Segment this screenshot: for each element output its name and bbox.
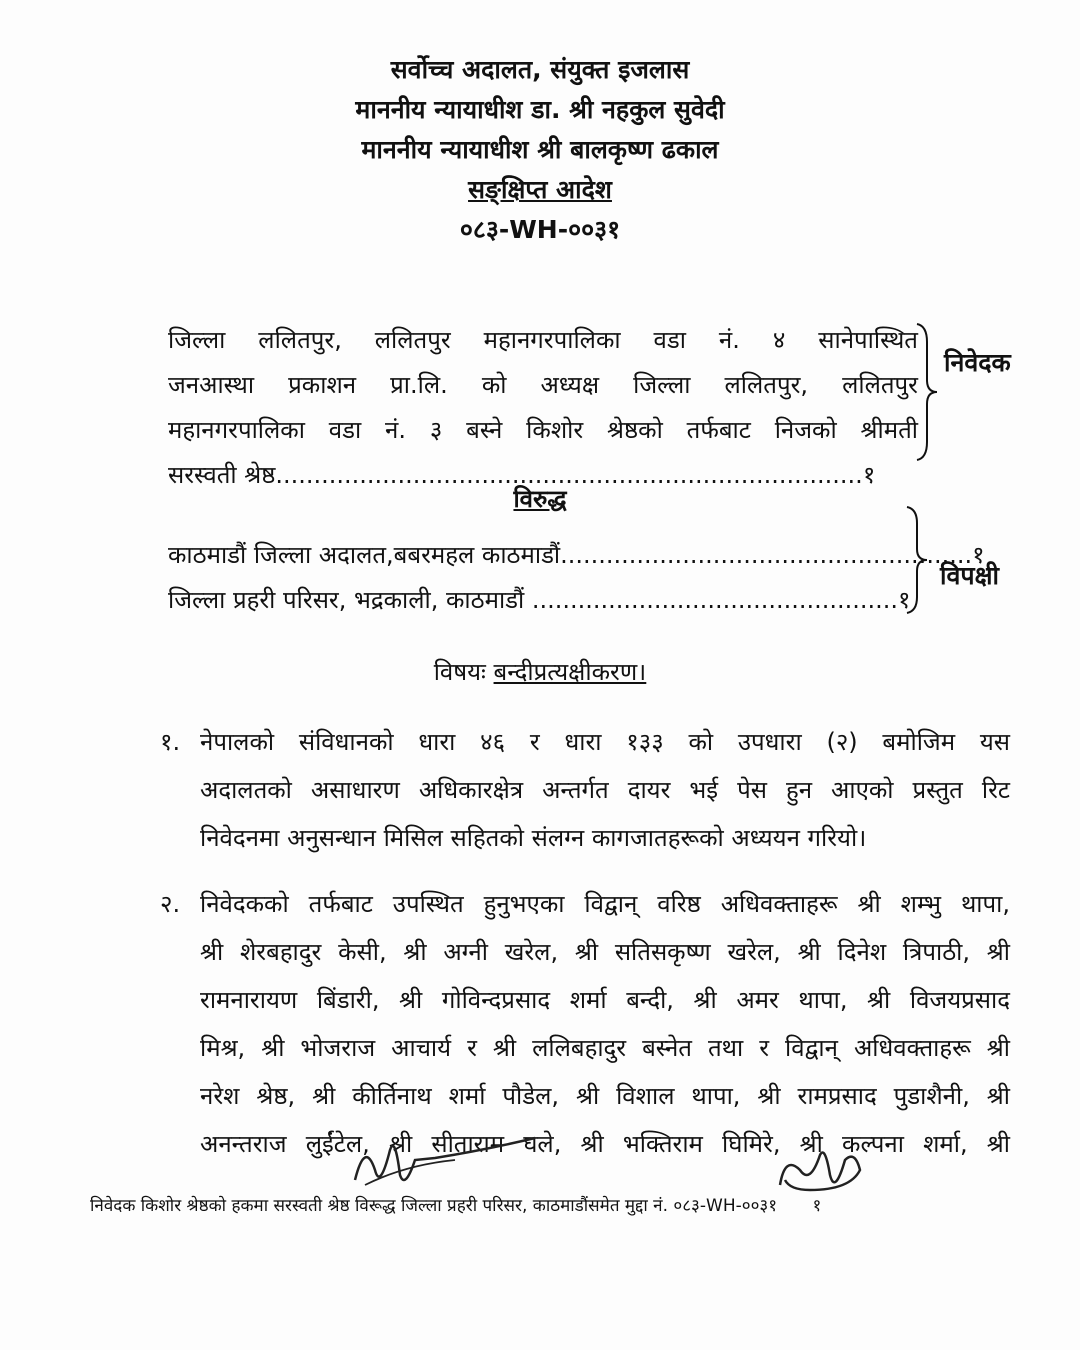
paragraph-line: अदालतको असाधारण अधिकारक्षेत्र अन्तर्गत दायर भई पेस हुन आएको प्रस्तुत रिट [200, 776, 1010, 804]
paragraph-line: निवेदकको तर्फबाट उपस्थित हुनुभएका विद्वान् वरिष्ठ अधिवक्ताहरू श्री शम्भु थापा, [200, 890, 1010, 918]
document-header [0, 50, 1080, 250]
signature-1 [345, 1130, 545, 1200]
paragraph-line: मिश्र, श्री भोजराज आचार्य र श्री ललिबहादुर बस्नेत तथा र विद्वान् अधिवक्ताहरू श्री [200, 1034, 1010, 1062]
page-footer [90, 1193, 1050, 1216]
respondent-line: जिल्ला प्रहरी परिसर, भद्रकाली, काठमाडौं ................................................१ [168, 586, 911, 614]
paragraph-2-number: २. [160, 890, 181, 918]
respondent-role: विपक्षी [940, 561, 999, 590]
paragraph-line: श्री शेरबहादुर केसी, श्री अग्नी खरेल, श्री सतिसकृष्ण खरेल, श्री दिनेश त्रिपाठी, श्री [200, 938, 1010, 966]
paragraph-line: नेपालको संविधानको धारा ४६ र धारा १३३ को उपधारा (२) बमोजिम यस [200, 728, 1010, 756]
petitioner-count: १ [862, 461, 876, 489]
paragraph-2 [200, 880, 1010, 1168]
order-title: सङ्क्षिप्त आदेश [468, 175, 612, 204]
petitioner-role: निवेदक [944, 348, 1011, 377]
petitioner-block [168, 318, 918, 498]
case-number: ०८३-WH-००३१ [459, 215, 621, 244]
subject-value: बन्दीप्रत्यक्षीकरण। [493, 658, 647, 686]
paragraph-1-number: १. [160, 728, 181, 756]
justice-1: माननीय न्यायाधीश डा. श्री नहकुल सुवेदी [355, 95, 725, 124]
petitioner-brace [915, 322, 939, 462]
versus-heading: विरुद्ध [513, 485, 567, 513]
justice-2: माननीय न्यायाधीश श्री बालकृष्ण ढकाल [361, 135, 719, 164]
respondent-brace [905, 505, 929, 615]
respondent-line: काठमाडौं जिल्ला अदालत,बबरमहल काठमाडौं......................................................१ [168, 541, 985, 569]
petitioner-line: जिल्ला ललितपुर, ललितपुर महानगरपालिका वडा नं. ४ सानेपास्थित [168, 326, 918, 354]
paragraph-line: रामनारायण बिंडारी, श्री गोविन्दप्रसाद शर्मा बन्दी, श्री अमर थापा, श्री विजयप्रसाद [200, 986, 1010, 1014]
footer-text: निवेदक किशोर श्रेष्ठको हकमा सरस्वती श्रेष्ठ विरूद्ध जिल्ला प्रहरी परिसर, काठमाडौंसमेत मुद्दा नं. ०८३-WH-००३१ [90, 1196, 778, 1216]
court-name: सर्वोच्च अदालत, संयुक्त इजलास [390, 55, 690, 84]
petitioner-line: महानगरपालिका वडा नं. ३ बस्ने किशोर श्रेष्ठको तर्फबाट निजको श्रीमती [168, 416, 918, 444]
paragraph-1 [200, 718, 1010, 862]
paragraph-line: अनन्तराज लुईंटेल, श्री सीताराम घले, श्री भक्तिराम घिमिरे, श्री कल्पना शर्मा, श्री [200, 1130, 1010, 1158]
paragraph-line: नरेश श्रेष्ठ, श्री कीर्तिनाथ शर्मा पौडेल, श्री विशाल थापा, श्री रामप्रसाद पुडाशैनी, श्री [200, 1082, 1010, 1110]
paragraph-line: निवेदनमा अनुसन्धान मिसिल सहितको संलग्न कागजातहरूको अध्ययन गरियो। [200, 824, 867, 852]
petitioner-line: जनआस्था प्रकाशन प्रा.लि. को अध्यक्ष जिल्ला ललितपुर, ललितपुर [168, 371, 918, 399]
subject-line [0, 655, 1080, 688]
subject-label: विषयः [433, 658, 486, 686]
page-number: १ [812, 1196, 822, 1216]
petitioner-line-last: सरस्वती श्रेष्ठ.............................................................................१ [168, 461, 876, 489]
